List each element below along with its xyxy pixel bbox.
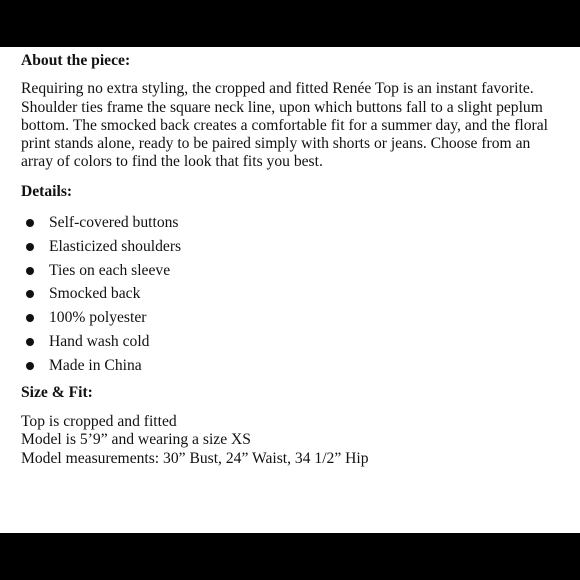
list-item: [21, 285, 558, 309]
size-fit-text: [21, 413, 558, 468]
list-item: [21, 309, 558, 333]
list-item: [21, 262, 558, 286]
list-item: [21, 333, 558, 357]
bullet-icon: [26, 362, 34, 370]
list-item-text: Ties on each sleeve: [49, 261, 171, 279]
list-item-text: Elasticized shoulders: [49, 237, 182, 255]
bullet-icon: [26, 243, 34, 251]
details-list: [21, 214, 558, 381]
list-item-text: Self-covered buttons: [49, 214, 179, 232]
about-paragraph: Requiring no extra styling, the cropped and fitted Renée Top is an instant favorite. Shoulder ties frame the square neck line, upon which buttons fall to a slight peplum bottom. The smocked back creates a comfortable fit for a summer day, and the floral print stands alone, ready to be paired simply with shorts or jeans. Choose from an array of colors to find the look that fits you best.: [21, 80, 548, 171]
bullet-icon: [26, 219, 34, 227]
bullet-icon: [26, 267, 34, 275]
product-description-card: [0, 47, 580, 533]
about-heading: About the piece:: [21, 52, 131, 69]
bullet-icon: [26, 290, 34, 298]
size-fit-heading: Size & Fit:: [21, 383, 93, 401]
size-fit-line: Model is 5’9” and wearing a size XS: [21, 431, 251, 449]
list-item-text: 100% polyester: [49, 309, 147, 327]
list-item-text: Hand wash cold: [49, 333, 150, 351]
bullet-icon: [26, 338, 34, 346]
size-fit-line: Top is cropped and fitted: [21, 412, 177, 430]
list-item-text: Made in China: [49, 356, 142, 374]
size-fit-line: Model measurements: 30” Bust, 24” Waist, 34 1/2” Hip: [21, 449, 369, 467]
details-heading: Details:: [21, 182, 73, 200]
bullet-icon: [26, 314, 34, 322]
list-item: [21, 238, 558, 262]
list-item: [21, 357, 558, 381]
list-item-text: Smocked back: [49, 285, 141, 303]
list-item: [21, 214, 558, 238]
